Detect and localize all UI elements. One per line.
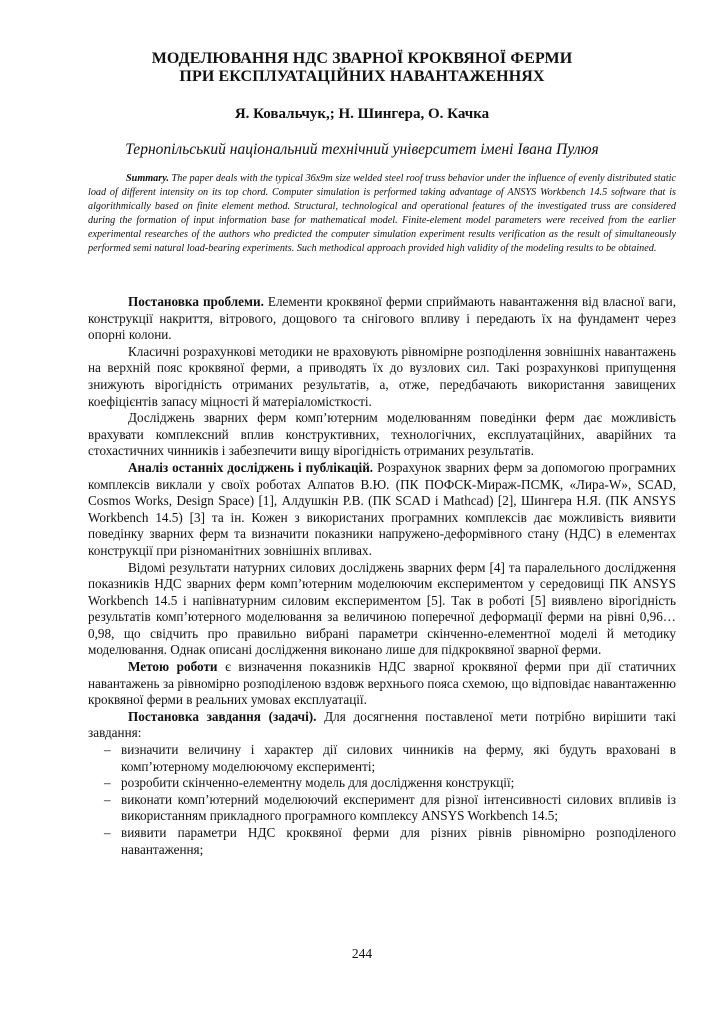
heading-analysis: Аналіз останніх досліджень і публікацій. <box>128 459 374 475</box>
main-body <box>88 294 676 858</box>
list-item <box>88 825 676 858</box>
page-number: 244 <box>351 946 373 961</box>
paragraph-text: Для досягнення поставленої мети потрібно вирішити такі завдання: <box>88 708 676 741</box>
paper-title <box>0 50 724 86</box>
summary-abstract <box>88 172 676 255</box>
paragraph-text: Елементи кроквяної ферми сприймають навантаження від власної ваги, конструкції накриття, вітрового, дощового та снігового впливу і передають їх на фундамент через опорні колони. <box>88 294 676 343</box>
affiliation: Тернопільський національний технічний університет імені Івана Пулюя <box>125 141 599 158</box>
paragraph-text: Розрахунок зварних ферм за допомогою програмних комплексів виклали у своїх роботах Алпатов В.Ю. (ПК ПОФСК-Мираж-ПСМК, «Лира-W», SCAD, Cosmos Works, Design Space) [1], Алдушкін Р.В. (ПК SCAD і Mathcad) [2], Шингера Н.Я. (ПК ANSYS Workbench 14.5) [3] та ін. Кожен з використаних програмних комплексів дає можливість виявити поведінку зварних ферм та визначити показники напружено-деформівного стану (НДС) в елементах конструкції при різноманітних зовнішніх впливах. <box>88 459 676 558</box>
paragraph-classic-methods: Класичні розрахункові методики не враховують рівномірне розподілення зовнішніх навантажень на верхній пояс кроквяної ферми, а приводять їх до вузлових сил. Такі розрахункові припущення знижують вірогідність отриманих результатів, а, отже, передбачають використання завищених коефіцієнтів запасу міцності й матеріаломісткості. <box>88 343 676 409</box>
heading-problem: Постановка проблеми. <box>128 294 264 309</box>
summary-text: The paper deals with the typical 36x9m size welded steel roof truss behavior under the influence of evenly distributed static load of different intensity on its top chord. Computer simulation is performed taking advantage of ANSYS Workbench 14.5 software that is algorithmically based on finite element method. Structural, technological and operational features of the investigated truss are considered during the formation of input information base for mathematical model. Finite-element model parameters were received from the earlier experimental researches of the authors who predicted the computer simulation experiment results verification as the result of simultaneously performed semi natural load-bearing experiments. Such methodical approach provided high validity of the modeling results to be obtained. <box>88 173 676 254</box>
list-item-text: визначити величину і характер дії силових чинників на ферму, які будуть враховані в комп’ютерному моделюючому експерименті; <box>121 742 676 774</box>
paragraph-analysis <box>88 460 676 560</box>
list-item <box>88 775 676 792</box>
list-item <box>88 792 676 825</box>
paragraph-tasks-intro <box>88 709 676 742</box>
authors: Я. Ковальчук,; Н. Шингера, О. Качка <box>234 106 490 122</box>
title-line-1: МОДЕЛЮВАННЯ НДС ЗВАРНОЇ КРОКВЯНОЇ ФЕРМИ <box>151 50 573 67</box>
paragraph-text: є визначення показників НДС зварної кроквяної ферми при дії статичних навантажень за рівномірно розподіленою вздовж верхнього пояса схемою, що відповідає навантаженню кроквяної ферми в реальних умовах експлуатації. <box>88 659 676 708</box>
paragraph-known-results: Відомі результати натурних силових досліджень зварних ферм [4] та паралельного дослідження показників НДС зварних ферм комп’ютерним моделюючим експериментом у середовищі ПК ANSYS Workbench 14.5 і напівнатурним силовим експериментом [5]. Так в роботі [5] виявлено вірогідність результатів комп’ютерного моделювання за величиною поперечної деформації ферми на рівні 0,96…0,98, що свідчить про правильно вибрані параметри скінченно-елементної моделі й методику моделювання. Однак описані дослідження виконано лише для підкроквяної зварної ферми. <box>88 559 676 658</box>
list-item-text: виявити параметри НДС кроквяної ферми для різних рівнів рівномірно розподіленого навантаження; <box>121 825 676 857</box>
tasks-list <box>88 742 676 858</box>
heading-tasks: Постановка завдання (задачі). <box>128 708 317 724</box>
list-item-text: розробити скінченно-елементну модель для дослідження конструкції; <box>121 775 515 791</box>
paragraph-computer-modeling: Дослiджень зварних ферм комп’ютерним моделюванням поведiнки ферм дає можливість врахувати комплексний вплив конструктивних, технологічних, експлуатаційних, аварійних та стохастичних чинників і забезпечити вищу вірогідність отриманих результатів. <box>88 410 676 459</box>
dash-bullet: – <box>104 775 111 791</box>
list-item-text: виконати комп’ютерний моделюючий експеримент для різної інтенсивності силових впливів із використанням прикладного програмного комплексу ANSYS Workbench 14.5; <box>121 791 676 824</box>
dash-bullet: – <box>104 825 111 840</box>
summary-label: Summary. <box>126 173 169 184</box>
dash-bullet: – <box>104 742 111 758</box>
heading-goal: Метою роботи <box>128 659 218 675</box>
paragraph-goal <box>88 659 676 709</box>
dash-bullet: – <box>104 791 111 807</box>
paragraph-problem <box>88 294 676 344</box>
list-item <box>88 742 676 775</box>
title-line-2: ПРИ ЕКСПЛУАТАЦІЙНИХ НАВАНТАЖЕННЯХ <box>179 68 545 85</box>
